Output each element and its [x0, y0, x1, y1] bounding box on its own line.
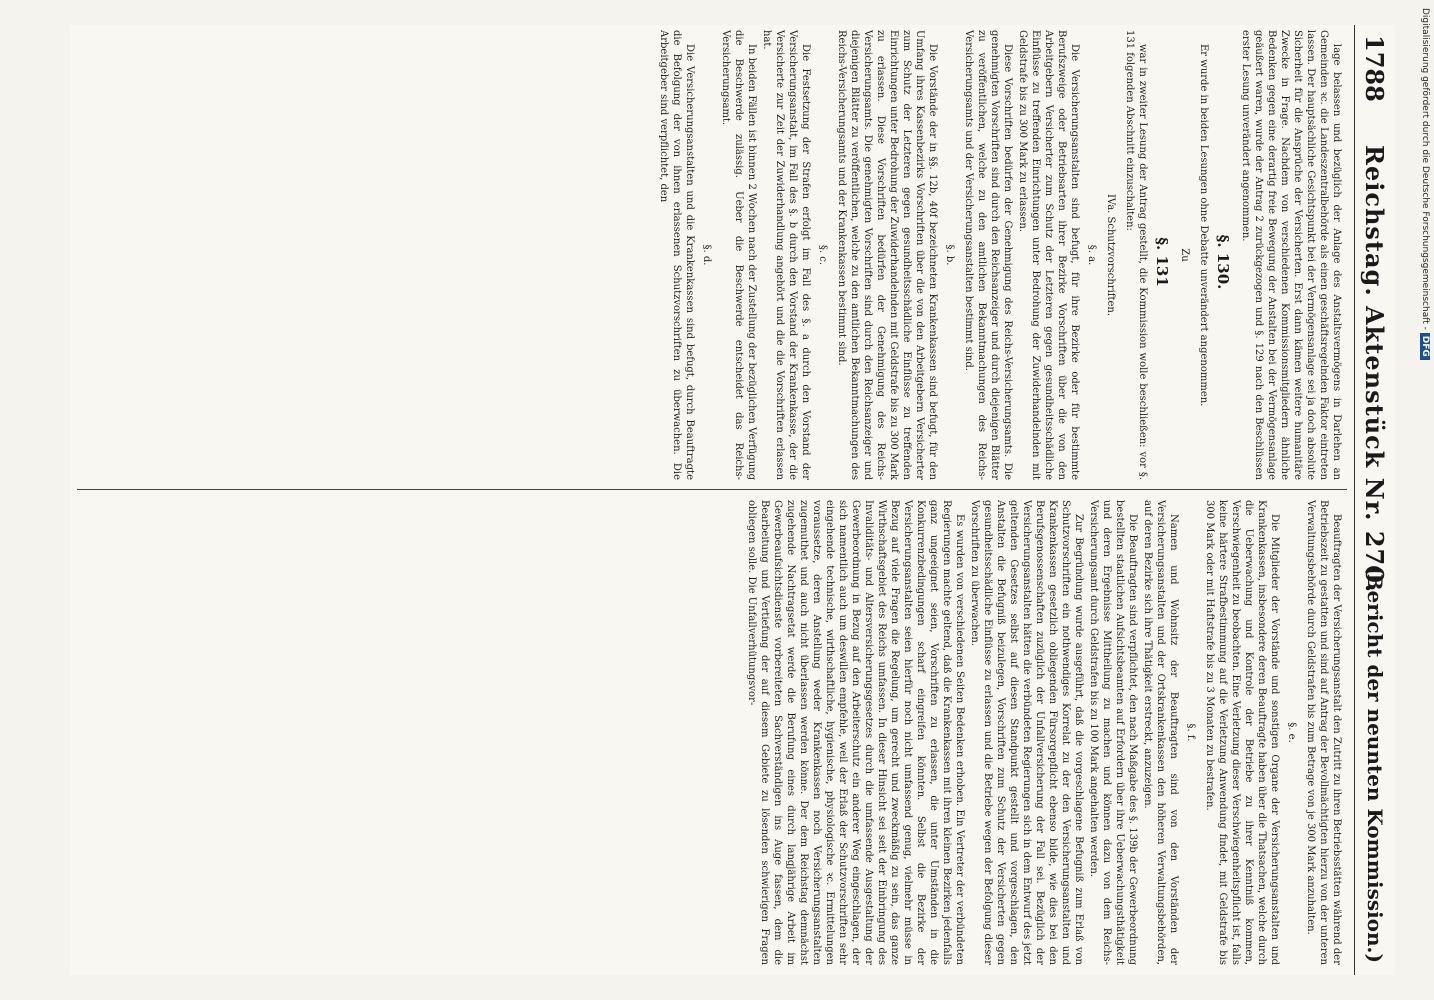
left-column	[81, 30, 1343, 480]
subheading: §. a.	[1086, 244, 1097, 266]
subheading: §. e.	[1286, 722, 1297, 743]
rotated-document	[70, 25, 1395, 975]
right-column	[81, 500, 1343, 965]
subheading: Zu	[1179, 248, 1190, 262]
paragraph: In beiden Fällen ist binnen 2 Wochen nach der Zustellung der bezüglichen Verfügung die Beschwerde zulässig. Ueber die Beschwerde entscheidet das Reichs-Versicherungsamt.	[720, 30, 757, 480]
subheading: §. c.	[817, 244, 828, 266]
dfg-text: Digitalisierung gefördert durch die Deutsche Forschungsgemeinschaft -	[1420, 8, 1430, 330]
report-title: (Bericht der neunten Kommission.)	[1363, 564, 1387, 963]
paragraph: Die Festsetzung der Strafen erfolgt im Fall des §. a durch den Vorstand der Versicherungsanstalt, im Fall des §. b durch den Vorstand der Krankenkasse, der die Versicherte zur Zeit der Zuwiderhandlung angehört und die die Vorschriften erlassen hat.	[761, 30, 811, 480]
section-heading: §. 131	[1153, 237, 1171, 287]
subheading: §. f.	[1185, 723, 1196, 742]
paragraph: Namen und Wohnsitz der Beauftragten sind von den Vorständen der Versicherungsanstalten und der Ortskrankenkassen den höheren Verwaltungsbehörden, auf deren Bezirke sich ihre Thätigkeit erstreckt, anzuzeigen.	[1142, 500, 1179, 965]
subheading: IVa. Schutzvorschriften.	[1105, 193, 1116, 317]
subheading: §. b.	[944, 244, 955, 266]
paragraph: Es wurden von verschiedenen Seiten Bedenken erhoben. Ein Vertreter der verbündeten Regierungen machte geltend, daß die Krankenkassen mit ihren kleinen Bezirken jedenfalls ganz ungeeignet seien, Vorschriften zu erlassen, die unter Umständen in die Konkurrenzbedingungen scharf eingreifen könnten. Selbst die Bezirke der Versicherungsanstalten seien hierfür noch nicht umfassend genug, vielmehr müsse in Bezug auf viele Fragen die Regelung, um gerecht und zweckmäßig zu sein, das ganze Wirthschaftsgebiet des Reichs umfassen. In dieser Hinsicht sei seit der Einbringung des Invaliditäts- und Altersversicherungsgesetzes durch die umfassende Ausgestaltung der Gewerbeordnung in Bezug auf den Arbeiterschutz ein anderer Weg eingeschlagen, der sich namentlich auch um deswillen empfehle, weil der Erlaß der Schutzvorschriften sehr eingehende technische, wirthschaftliche, hygienische, physiologische ꝛc. Ermittelungen voraussetze, deren Anstellung weder Krankenkassen noch Versicherungsanstalten zugemuthet und auch nicht überlassen werden könne. Der dem Reichstag demnächst zugehende Nachtragsetat werde die Berufung eines durch langjährige Arbeit im Gewerbeaufsichtsdienste vorbereiteten Sachverständigen ins Auge fassen, dem die Bearbeitung und Vertiefung der auf diesem Gebiete zu lösenden schwierigen Fragen obliegen solle. Die Unfallverhütungsvor-	[746, 500, 965, 965]
paragraph: Die Mitglieder der Vorstände und sonstigen Organe der Versicherungsanstalten und Krankenkassen, insbesondere deren Beauftragte haben über die Thatsachen, welche durch die Ueberwachung und Kontrole der Betriebe zu ihrer Kenntniß kommen, Verschwiegenheit zu beobachten. Eine Verletzung dieser Verschwiegenheitspflicht ist, falls keine härtere Strafbestimmung auf die Verletzung Anwendung findet, mit Geldstrafe bis 300 Mark oder mit Haftstrafe bis zu 3 Monaten zu bestrafen.	[1204, 500, 1280, 965]
dfg-logo: DFG	[1420, 333, 1430, 360]
subheading: §. d.	[701, 244, 712, 266]
page-header	[1354, 25, 1395, 975]
paragraph: lage belassen und bezüglich der Anlage des Anstaltsvermögens in Darlehen an Gemeinden ꝛc. die Landeszentralbehörde als einen geschäftsregelnden Faktor eintreten lassen. Der hauptsächliche Gesichtspunkt bei der Vermögensanlage sei ja doch absolute Sicherheit für die Ansprüche der Versicherten. Erst dann kämen weitere humanitäre Zwecke in Frage. Nachdem von verschiedenen Kommissionsmitgliedern ähnliche Bedenken gegen eine derartig freie Bewegung der Anstalten bei der Vermögensanlage geäußert waren, wurde der Antrag 2 zurückgezogen und §. 129 nach den Beschlüssen erster Lesung unverändert angenommen.	[1240, 30, 1342, 480]
paragraph: Die Vorstände der in §§. 12b, 40f bezeichneten Krankenkassen sind befugt, für den Umfang ihres Kassenbezirks Vorschriften über die von den Arbeitgebern Versicherter zum Schutz der Letzteren gegen gesundheitsschädliche Einflüsse zu treffenden Einrichtungen unter Bedrohung der Zuwiderhandelnden mit Geldstrafe bis zu 300 Mark zu erlassen. Diese Vorschriften bedürfen der Genehmigung des Reichs-Versicherungsamts. Die genehmigten Vorschriften sind durch den Reichsanzeiger und diejenigen Blätter zu veröffentlichen, welche zu den amtlichen Bekanntmachungen des Reichs-Versicherungsamts und der Krankenkassen bestimmt sind.	[836, 30, 938, 480]
paragraph: Diese Vorschriften bedürfen der Genehmigung des Reichs-Versicherungsamts. Die genehmigten Vorschriften sind durch den Reichsanzeiger und durch diejenigen Blätter zu veröffentlichen, welche zu den amtlichen Bekanntmachungen des Reichs-Versicherungsamts und der Versicherungsanstalten bestimmt sind.	[963, 30, 1013, 480]
paragraph: Die Beauftragten sind verpflichtet, den nach Maßgabe des §. 139b der Gewerbeordnung bestellten staatlichen Aufsichtsbeamten auf Erfordern über ihre Ueberwachungsthätigkeit und deren Ergebnisse Mittheilung zu machen und können dazu von dem Reichs-Versicherungsamt durch Geldstrafen bis zu 100 Mark angehalten werden.	[1088, 500, 1138, 965]
section-heading: §. 130.	[1214, 234, 1232, 290]
page-number: 1788	[1360, 35, 1389, 102]
paragraph: Die Versicherungsanstalten und die Krankenkassen sind befugt, durch Beauftragte die Befolgung der von ihnen erlassenen Schutzvorschriften zu überwachen. Die Arbeitgeber sind verpflichtet, den	[658, 30, 695, 480]
column-divider	[77, 489, 1347, 490]
paragraph: Die Versicherungsanstalten sind befugt, für ihre Bezirke oder für bestimmte Berufszweige oder Betriebsarten ihrer Bezirke Vorschriften über die von den Arbeitgebern Versicherter zum Schutz der Letzteren gegen gesundheitsschädliche Einflüsse zu treffenden Einrichtungen unter Bedrohung der Zuwiderhandelnden mit Geldstrafe bis zu 300 Mark zu erlassen.	[1017, 30, 1080, 480]
paragraph: Zur Begründung wurde ausgeführt, daß die vorgeschlagene Befugniß zum Erlaß von Schutzvorschriften ein nothwendiges Korrelat zu der den Versicherungsanstalten und Krankenkassen gesetzlich obliegenden Fürsorgepflicht ebenso bilde, wie dies bei den Berufsgenossenschaften zuzüglich der Unfallversicherung der Fall sei. Bezüglich der Versicherungsanstalten hätten die verbündeten Regierungen sich in dem Entwurf des jetzt geltenden Gesetzes selbst auf diesen Standpunkt gestellt und vorgeschlagen, den Anstalten die Befugniß beizulegen, Vorschriften zum Schutz der Versicherten gegen gesundheitsschädliche Einflüsse zu erlassen und die Betriebe wegen der Befolgung dieser Vorschriften zu überwachen.	[969, 500, 1084, 965]
dfg-watermark	[1412, 8, 1432, 528]
paragraph: war in zweiter Lesung der Antrag gestellt, die Kommission wolle beschließen: vor §. 131 folgenden Abschnitt einzuschalten:	[1124, 30, 1148, 480]
paragraph: Er wurde in beiden Lesungen ohne Debatte unverändert angenommen.	[1198, 44, 1209, 407]
paragraph: Beauftragten der Versicherungsanstalt den Zutritt zu ihren Betriebsstätten während der Betriebszeit zu gestatten und sind auf Antrag der Bevollmächtigten hierzu von der unteren Verwaltungsbehörde durch Geldstrafen bis zum Betrage von je 300 Mark anzuhalten.	[1305, 500, 1342, 965]
page-title: Reichstag. Aktenstück Nr. 270.	[1360, 145, 1389, 594]
